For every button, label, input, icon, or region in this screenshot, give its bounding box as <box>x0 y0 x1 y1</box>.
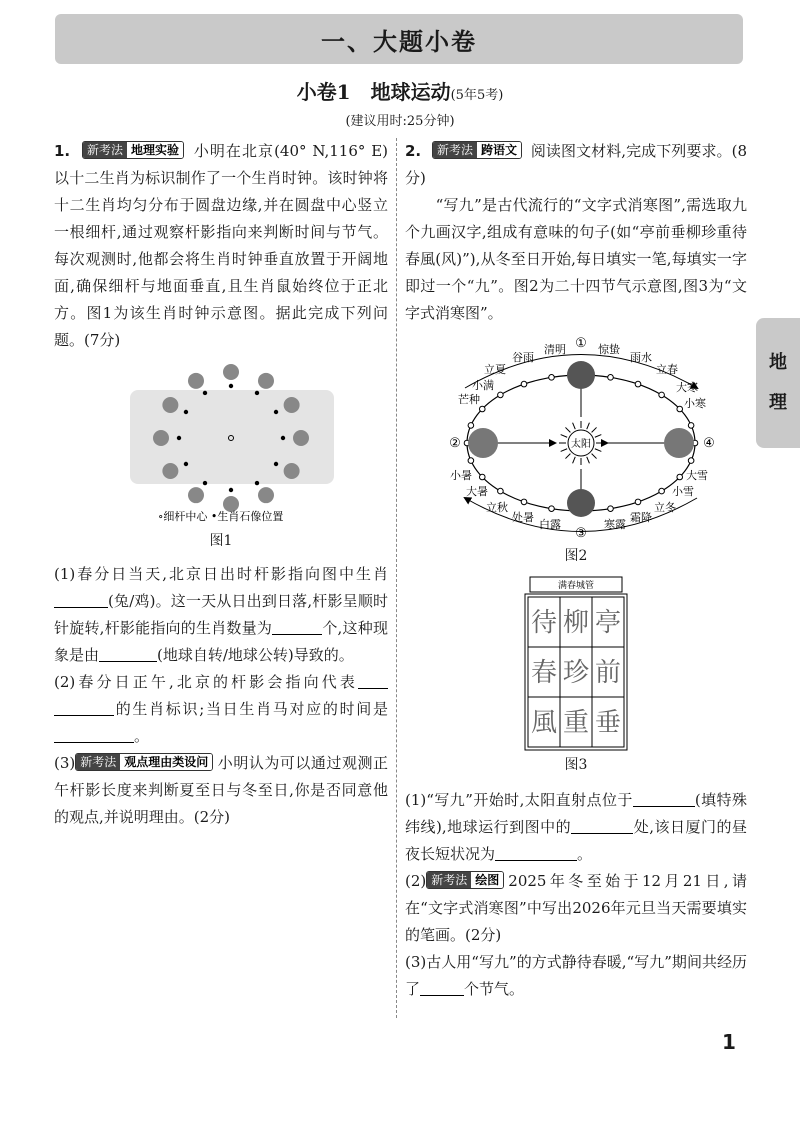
zodiac-animal-icon <box>223 364 239 380</box>
tag-new-method: 新考法 <box>76 754 120 770</box>
tag-type: 绘图 <box>471 872 503 888</box>
q1-p2-text-a: (2)春分日正午,北京的杆影会指向代表 <box>54 673 358 691</box>
q2-p3-text-b: 个节气。 <box>464 980 525 998</box>
q2-part3 <box>405 949 747 1003</box>
q1-p1-text-b: (兔/鸡)。这一天从日出到日落,杆影呈顺时针旋转,杆影能指向的生肖数量为 <box>54 592 388 637</box>
sun-ray <box>565 427 570 432</box>
q2-number: 2. <box>405 142 422 160</box>
subject-side-tab <box>756 318 800 448</box>
q2-intro-para <box>405 138 747 192</box>
sun <box>559 421 603 465</box>
grid-character: 重 <box>562 708 590 738</box>
q1-p3-text: 小明认为可以通过观测正午杆影长度来判断夏至日与冬至日,你是否同意他的观点,并说明理由。(2分) <box>54 754 388 826</box>
solar-term-dot <box>479 406 485 412</box>
sun-ray <box>587 423 590 429</box>
grid-character: 前 <box>594 658 622 688</box>
earth-position-2 <box>468 428 498 458</box>
solar-term-dot <box>608 506 614 512</box>
solar-term-label: 立春 <box>656 363 678 376</box>
figure-1-caption: 图1 <box>209 533 233 549</box>
answer-blank[interactable] <box>495 844 577 861</box>
solar-term-label: 白露 <box>539 518 561 531</box>
page-number: 1 <box>722 1030 736 1054</box>
solar-term-label: 雨水 <box>630 351 652 364</box>
solar-term-label: 芒种 <box>458 393 480 406</box>
zodiac-stone-dot <box>274 462 278 466</box>
zodiac-stone-dot <box>255 481 259 485</box>
zodiac-stone-dot <box>281 436 285 440</box>
answer-blank[interactable] <box>633 790 695 807</box>
q1-tag <box>82 141 184 159</box>
solar-term-label: 小暑 <box>450 469 472 482</box>
tag-type: 地理实验 <box>127 142 183 158</box>
side-tab-char: 地 <box>769 352 787 373</box>
tag-new-method: 新考法 <box>83 142 127 158</box>
suggested-time: (建议用时:25分钟) <box>345 114 455 129</box>
sun-ray <box>592 454 597 459</box>
answer-blank[interactable] <box>272 618 322 635</box>
side-tab-char: 理 <box>769 392 787 413</box>
q1-p1-text-a: (1)春分日当天,北京日出时杆影指向图中生肖 <box>54 565 388 583</box>
answer-blank[interactable] <box>420 979 464 996</box>
q2-material: “写九”是古代流行的“文字式消寒图”,需选取九个九画汉字,组成有意味的句子(如“亭前垂柳珍重待春風(风)”),从冬至日开始,每日填实一笔,每填实一字即过一个“九”。图2为二十四节气示意图,图3为“文字式消寒图”。 <box>405 196 747 322</box>
solar-term-label: 立秋 <box>486 501 508 514</box>
grid-character: 待 <box>530 608 558 638</box>
answer-blank[interactable] <box>54 591 108 608</box>
solar-term-dot <box>549 506 555 512</box>
grid-character: 柳 <box>562 608 590 638</box>
q1-intro-para <box>54 138 388 354</box>
q1-p1-text-c: 个,这种现象是由 <box>54 619 388 664</box>
solar-term-label: 惊蛰 <box>598 343 620 356</box>
q1-p1-text-d: (地球自转/地球公转)导致的。 <box>157 646 354 664</box>
solar-term-label: 小雪 <box>672 485 694 498</box>
q2-intro: 阅读图文材料,完成下列要求。(8分) <box>405 142 747 187</box>
q2-p2-prefix: (2) <box>405 872 427 890</box>
q1-part1 <box>54 561 388 669</box>
q2-part1 <box>405 787 747 868</box>
zodiac-stone-dot <box>184 462 188 466</box>
solar-term-label: 处暑 <box>512 511 534 524</box>
sun-ray <box>587 457 590 463</box>
figure-3-caption: 图3 <box>564 757 588 773</box>
sun-label: 太阳 <box>571 439 591 450</box>
section-banner: 一、大题小卷 <box>55 14 743 64</box>
solar-term-label: 谷雨 <box>512 351 534 364</box>
earth-position-number: ① <box>575 336 587 351</box>
solar-term-dot <box>498 488 504 494</box>
q1-intro: 小明在北京(40° N,116° E)以十二生肖为标识制作了一个生肖时钟。该时钟将十二生肖均匀分布于圆盘边缘,并在圆盘中心竖立一根细杆,通过观察杆影指向来判断时间与节气。每次观测时,他都会将生肖时钟垂直放置于开阔地面,确保细杆与地面垂直,且生肖鼠始终位于正北方。图1为该生肖时钟示意图。据此完成下列问题。(7分) <box>54 142 388 349</box>
tag-type: 观点理由类设问 <box>120 754 212 770</box>
zodiac-animal-icon <box>162 463 178 479</box>
solar-term-label: 立夏 <box>484 363 506 376</box>
figure-3-xiaohan-chart <box>524 576 628 752</box>
figure-1-legend: ∘细杆中心 •生肖石像位置 <box>158 510 284 523</box>
q1-p3-tag <box>75 753 213 771</box>
solar-term-dot <box>521 499 527 505</box>
earth-position-number: ② <box>449 436 461 451</box>
q2-p1-text-b: (填特殊纬线),地球运行到图中的 <box>405 791 747 836</box>
sun-ray <box>595 435 601 438</box>
sun-ray <box>592 427 597 432</box>
tag-type: 跨语文 <box>477 142 521 158</box>
solar-term-dot <box>688 423 694 429</box>
figure-2-caption: 图2 <box>564 548 588 564</box>
zodiac-stone-dot <box>203 391 207 395</box>
earth-position-number: ④ <box>703 436 715 451</box>
answer-blank[interactable] <box>99 645 157 662</box>
q1-p2-text-c: 。 <box>134 727 150 745</box>
zodiac-stone-dot <box>177 436 181 440</box>
solar-term-dot <box>659 392 665 398</box>
zodiac-stone-dot <box>184 410 188 414</box>
solar-term-dot <box>677 406 683 412</box>
solar-term-label: 大雪 <box>686 469 708 482</box>
grid-character: 垂 <box>594 708 622 738</box>
solar-term-label: 小满 <box>472 379 494 392</box>
q2-p1-text-d: 。 <box>577 845 593 863</box>
solar-term-dot <box>498 392 504 398</box>
figure-2-solar-terms <box>405 333 747 543</box>
sun-ray <box>573 423 576 429</box>
solar-term-dot <box>479 474 485 480</box>
sun-ray <box>561 435 567 438</box>
answer-blank[interactable] <box>54 726 134 743</box>
figure-1-zodiac-clock <box>54 358 388 528</box>
quiz-title <box>0 76 800 105</box>
earth-position-4 <box>664 428 694 458</box>
q2-tag <box>432 141 522 159</box>
zodiac-animal-icon <box>284 463 300 479</box>
solar-term-dot <box>608 375 614 381</box>
question-2 <box>405 138 747 1003</box>
solar-term-dot <box>468 458 474 464</box>
solar-term-label: 小寒 <box>684 397 706 410</box>
sun-ray <box>573 457 576 463</box>
grid-character: 珍 <box>562 658 590 688</box>
q1-p3-prefix: (3) <box>54 754 76 772</box>
q1-number: 1. <box>54 142 71 160</box>
grid-character: 風 <box>530 708 558 738</box>
question-1 <box>54 138 388 831</box>
sun-ray <box>595 449 601 452</box>
solar-term-label: 大寒 <box>676 381 698 394</box>
solar-term-label: 清明 <box>544 343 566 356</box>
zodiac-stone-dot <box>255 391 259 395</box>
solar-term-label: 立冬 <box>654 501 676 514</box>
solar-term-dot <box>521 381 527 387</box>
zodiac-stone-dot <box>229 384 233 388</box>
q1-part2 <box>54 669 388 750</box>
sun-ray <box>565 454 570 459</box>
q2-p3-text-a: (3)古人用“写九”的方式静待春暖,“写九”期间共经历了 <box>405 953 747 998</box>
q2-p2-text: 2025年冬至始于12月21日,请在“文字式消寒图”中写出2026年元旦当天需要填实的笔画。(2分) <box>405 872 747 944</box>
chart-header: 满春城管 <box>557 581 595 591</box>
q1-part3 <box>54 750 388 831</box>
zodiac-stone-dot <box>203 481 207 485</box>
tag-new-method: 新考法 <box>433 142 477 158</box>
q2-p2-tag <box>426 871 504 889</box>
character-grid <box>528 597 624 747</box>
zodiac-stone-dot <box>274 410 278 414</box>
solar-term-dot <box>635 499 641 505</box>
zodiac-animal-icon <box>188 373 204 389</box>
quiz-title-text: 小卷1 地球运动 <box>296 80 451 104</box>
q2-part2 <box>405 868 747 949</box>
quiz-note: (5年5考) <box>450 88 504 103</box>
q2-p1-text-c: 处,该日厦门的昼夜长短状况为 <box>405 818 747 863</box>
earth-position-1 <box>567 361 595 389</box>
solar-term-dot <box>635 381 641 387</box>
grid-character: 亭 <box>594 608 622 638</box>
solar-term-label: 寒露 <box>604 518 626 531</box>
zodiac-animal-icon <box>153 430 169 446</box>
column-divider <box>396 138 397 1018</box>
zodiac-animal-icon <box>258 487 274 503</box>
answer-blank[interactable] <box>571 817 633 834</box>
zodiac-animal-icon <box>293 430 309 446</box>
solar-term-label: 大暑 <box>466 485 488 498</box>
q1-p2-text-b: 的生肖标识;当日生肖马对应的时间是 <box>114 700 388 718</box>
q2-p1-text-a: (1)“写九”开始时,太阳直射点位于 <box>405 791 633 809</box>
zodiac-stone-dot <box>229 488 233 492</box>
solar-term-dot <box>549 375 555 381</box>
solar-term-dot <box>468 423 474 429</box>
answer-blank[interactable] <box>358 672 388 689</box>
solar-term-dot <box>659 488 665 494</box>
zodiac-animal-icon <box>162 397 178 413</box>
sun-ray <box>561 449 567 452</box>
solar-term-label: 霜降 <box>630 511 652 524</box>
solar-term-dot <box>688 458 694 464</box>
solar-term-dot <box>677 474 683 480</box>
earth-position-3 <box>567 489 595 517</box>
answer-blank[interactable] <box>54 699 114 716</box>
zodiac-animal-icon <box>188 487 204 503</box>
tag-new-method: 新考法 <box>427 872 471 888</box>
zodiac-animal-icon <box>258 373 274 389</box>
zodiac-animal-icon <box>284 397 300 413</box>
grid-character: 春 <box>530 658 558 688</box>
earth-position-number: ③ <box>575 526 587 541</box>
